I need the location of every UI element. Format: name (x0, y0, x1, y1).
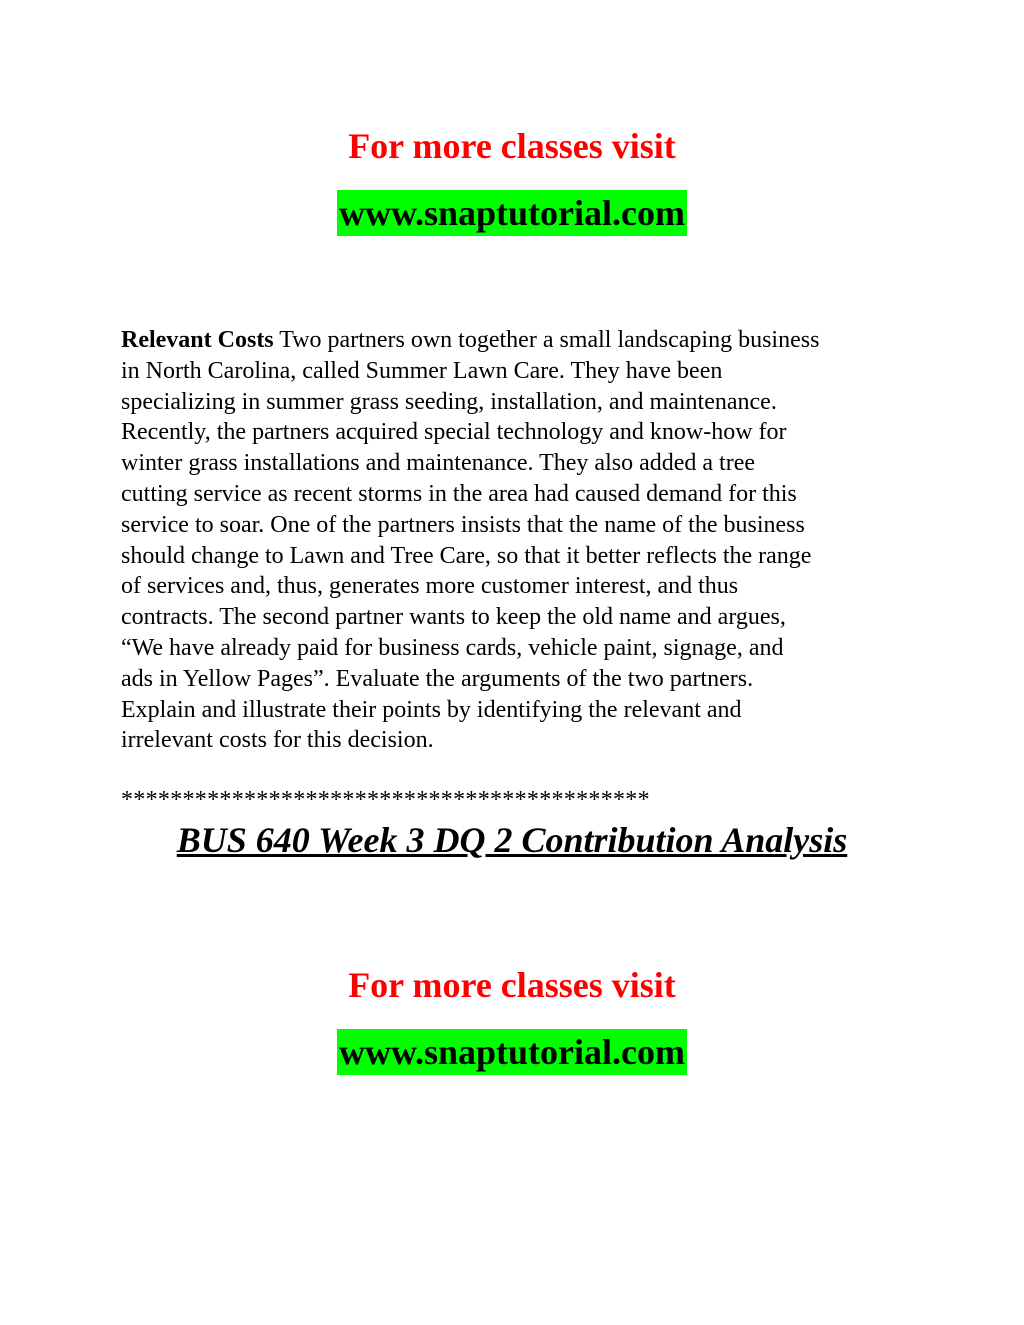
article-line: ads in Yellow Pages”. Evaluate the arguments of the two partners. (121, 665, 754, 692)
promo-heading-top: For more classes visit (348, 126, 676, 166)
section-title-link[interactable]: BUS 640 Week 3 DQ 2 Contribution Analysis (176, 820, 848, 860)
promo-link-container-bottom (0, 1029, 1024, 1075)
article-line: “We have already paid for business cards, vehicle paint, signage, and (121, 634, 784, 661)
promo-heading-bottom: For more classes visit (348, 965, 676, 1005)
article-line: Explain and illustrate their points by identifying the relevant and (121, 696, 742, 723)
promo-link-container-top (0, 190, 1024, 236)
article-line: Recently, the partners acquired special technology and know-how for (121, 419, 787, 446)
article-line: in North Carolina, called Summer Lawn Care. They have been (121, 357, 723, 384)
article-line: contracts. The second partner wants to keep the old name and argues, (121, 604, 786, 631)
snaptutorial-link-top[interactable]: www.snaptutorial.com (337, 190, 687, 236)
article-lead: Relevant Costs (121, 327, 274, 353)
article-line: of services and, thus, generates more customer interest, and thus (121, 573, 739, 600)
article-line: specializing in summer grass seeding, installation, and maintenance. (121, 388, 777, 415)
article-body (121, 325, 921, 756)
article-line-1 (121, 325, 921, 356)
snaptutorial-link-bottom[interactable]: www.snaptutorial.com (337, 1029, 687, 1075)
article-line-1-text: Two partners own together a small landscaping business (279, 327, 820, 353)
article-line: should change to Lawn and Tree Care, so that it better reflects the range (121, 542, 812, 569)
article-line: service to soar. One of the partners insists that the name of the business (121, 511, 805, 538)
asterisk-separator: ******************************************* (121, 787, 650, 813)
article-line: cutting service as recent storms in the area had caused demand for this (121, 480, 797, 507)
article-line: irrelevant costs for this decision. (121, 727, 434, 754)
article-line: winter grass installations and maintenance. They also added a tree (121, 450, 756, 477)
